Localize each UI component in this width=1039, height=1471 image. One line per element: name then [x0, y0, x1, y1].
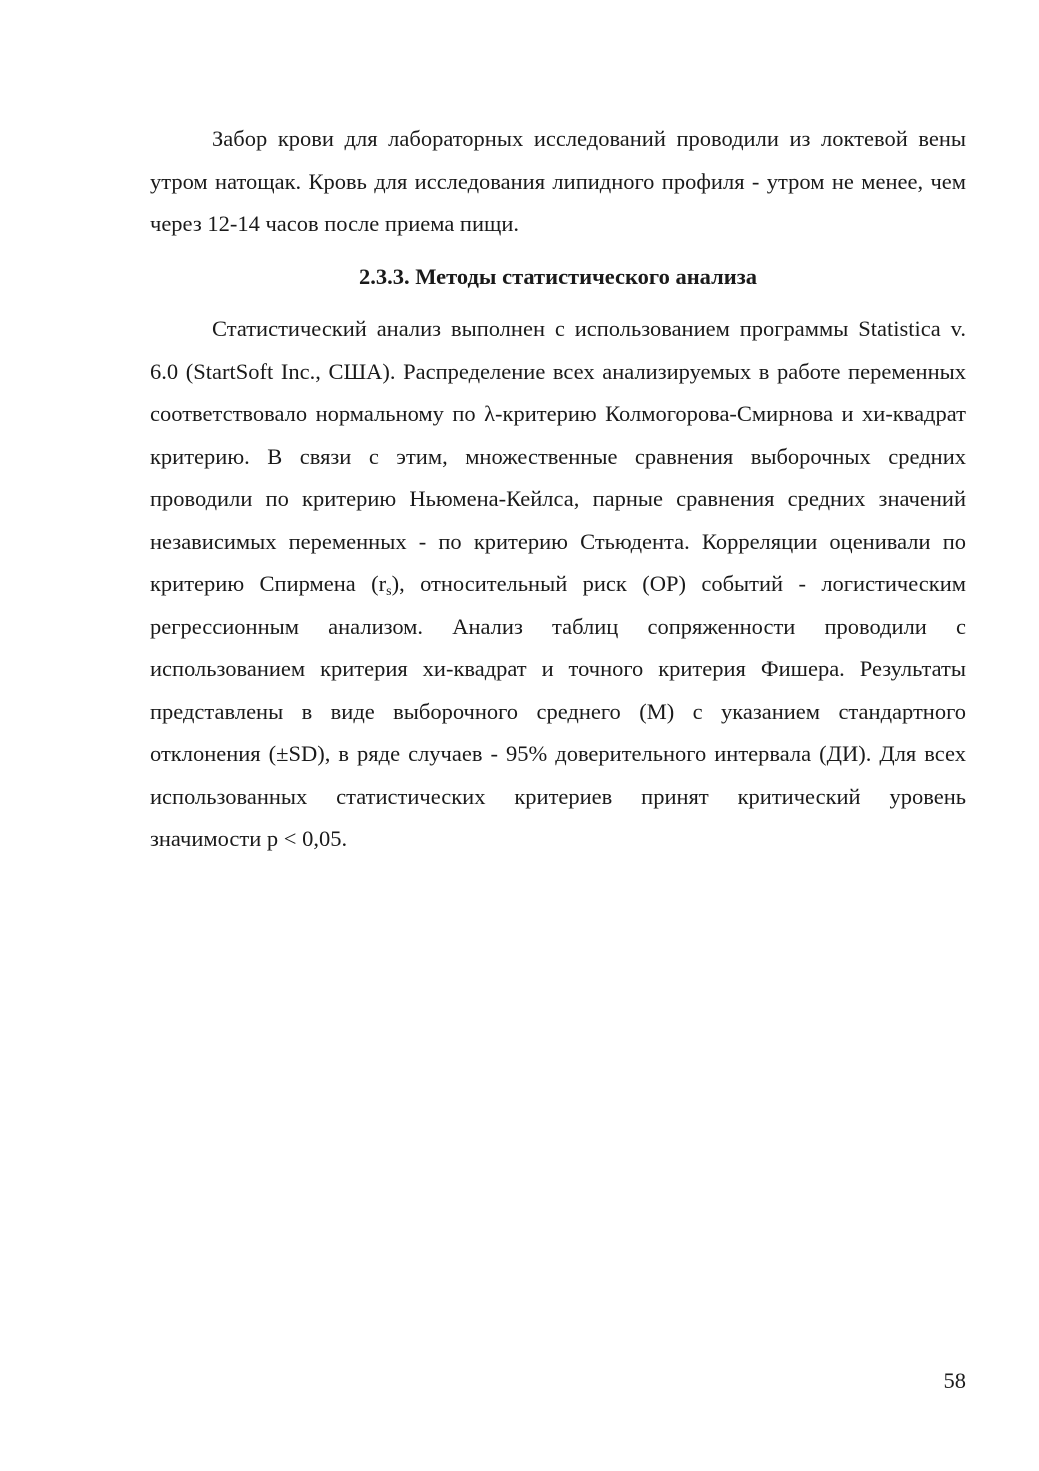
- paragraph-blood-sampling: Забор крови для лабораторных исследований проводили из локтевой вены утром натощак. Кровь для исследования липидного профиля - утром не менее, чем через 12-14 часов после приема пищи.: [150, 126, 966, 236]
- section-heading: 2.3.3. Методы статистического анализа: [358, 264, 758, 289]
- paragraph-statistical-methods: [150, 308, 966, 861]
- page-number: 58: [943, 1368, 966, 1393]
- subscript-s: s: [386, 583, 392, 599]
- paragraph-text-part-2: ), относительный риск (ОР) событий - логистическим регрессионным анализом. Анализ таблиц сопряженности проводили с использованием критерия хи-квадрат и точного критерия Фишера. Результаты представлены в виде выборочного среднего (М) с указанием стандартного отклонения (±SD), в ряде случаев - 95% доверительного интервала (ДИ). Для всех использованных статистических критериев принят критический уровень значимости р < 0,05.: [150, 571, 966, 851]
- paragraph-text-part-1: Статистический анализ выполнен с использованием программы Statistica v. 6.0 (StartSoft Inc., США). Распределение всех анализируемых в работе переменных соответствовало нормальному по λ-критерию Колмогорова-Смирнова и хи-квадрат критерию. В связи с этим, множественные сравнения выборочных средних проводили по критерию Ньюмена-Кейлса, парные сравнения средних значений независимых переменных - по критерию Стьюдента. Корреляции оценивали по критерию Спирмена (r: [150, 316, 966, 596]
